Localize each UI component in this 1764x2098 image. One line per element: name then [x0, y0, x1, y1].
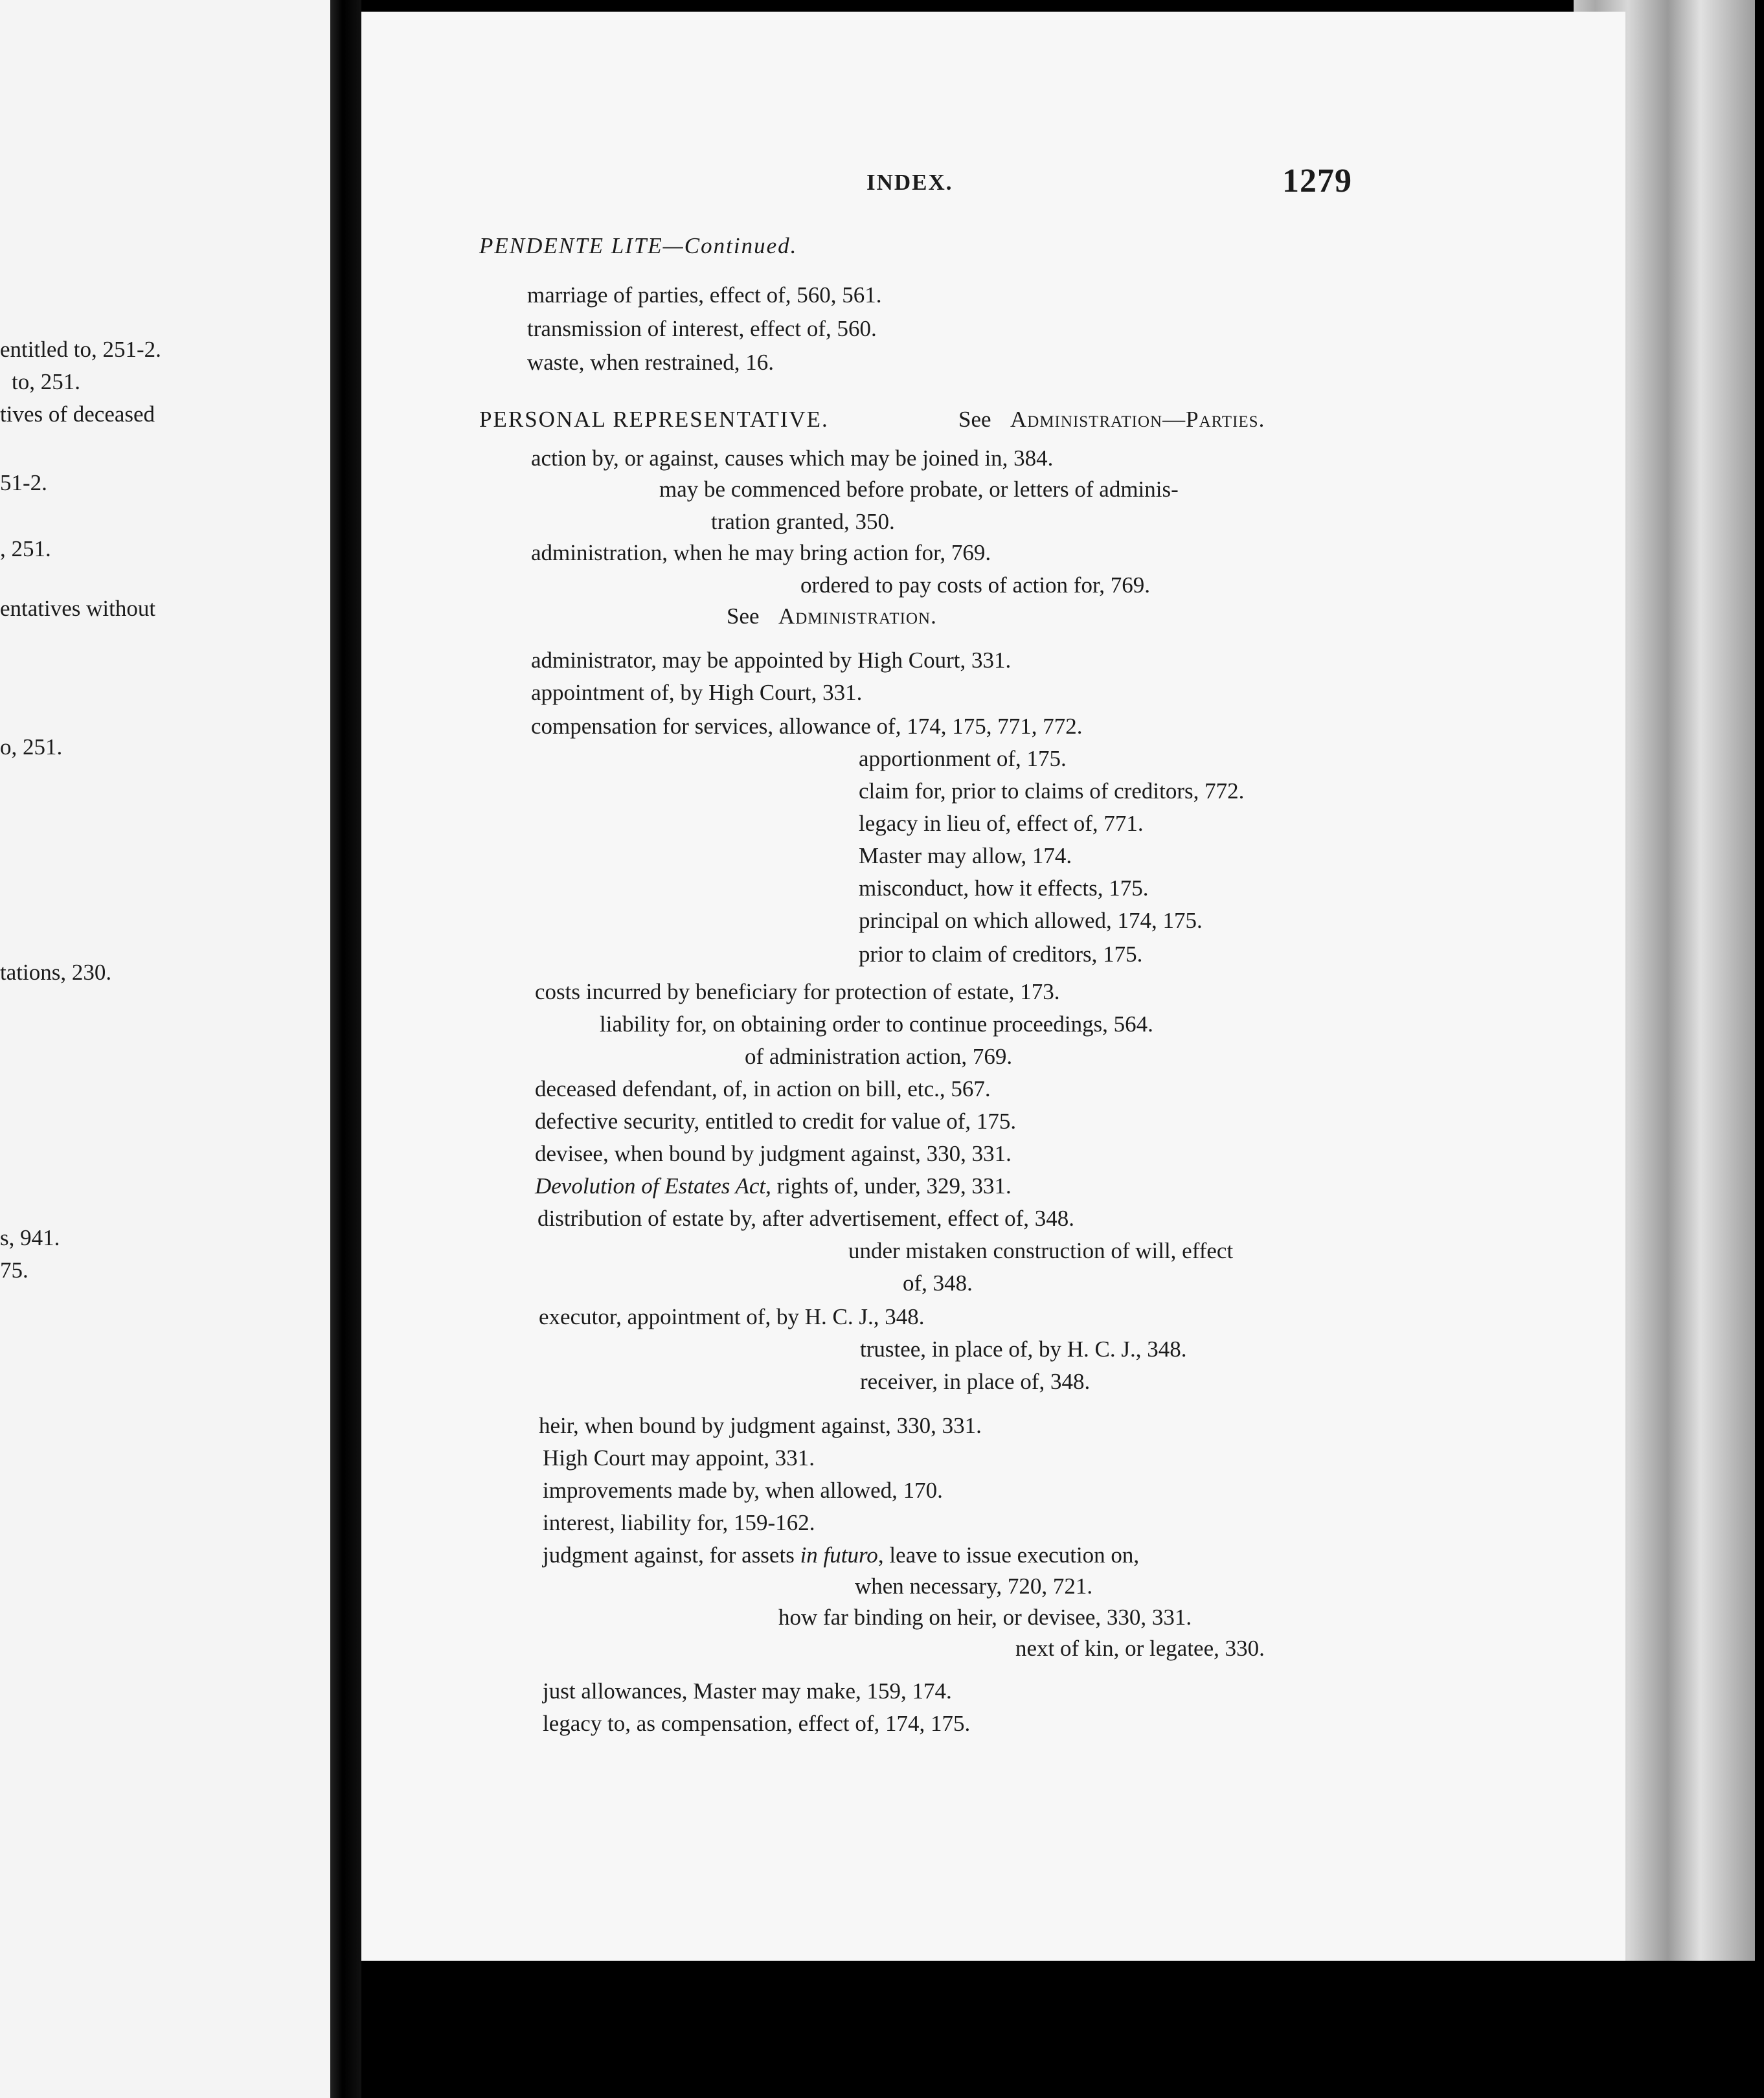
left-fragment: s, 941. [0, 1225, 60, 1250]
scan-border [361, 1961, 1764, 2098]
index-entry: interest, liability for, 159-162. [543, 1510, 815, 1535]
left-fragment: to, 251. [12, 369, 80, 394]
index-entry: administrator, may be appointed by High Court, 331. [531, 648, 1012, 673]
left-fragment: entatives without [0, 596, 156, 621]
index-subentry: claim for, prior to claims of creditors, 772. [859, 778, 1245, 804]
index-subentry: of administration action, 769. [745, 1044, 1013, 1069]
index-entry: defective security, entitled to credit for value of, 175. [535, 1109, 1017, 1134]
left-facing-page [0, 0, 330, 2098]
index-subentry: when necessary, 720, 721. [855, 1573, 1093, 1599]
left-fragment: , 251. [0, 536, 51, 561]
index-subentry: misconduct, how it effects, 175. [859, 875, 1149, 901]
index-page [361, 12, 1625, 1961]
index-subentry: next of kin, or legatee, 330. [1015, 1636, 1265, 1661]
see-label: See [958, 407, 991, 432]
left-fragment: 51-2. [0, 470, 47, 495]
entry-text: , rights of, under, 329, 331. [765, 1173, 1012, 1199]
index-entry [543, 1544, 1139, 1566]
page-number: 1279 [1282, 163, 1352, 199]
index-entry: distribution of estate by, after advertisement, effect of, 348. [537, 1206, 1075, 1231]
index-entry: High Court may appoint, 331. [543, 1445, 815, 1471]
index-entry: marriage of parties, effect of, 560, 561. [527, 282, 882, 308]
index-subentry: Master may allow, 174. [859, 843, 1072, 868]
index-subentry: principal on which allowed, 174, 175. [859, 908, 1203, 933]
index-subentry: apportionment of, 175. [859, 746, 1067, 771]
index-subentry: liability for, on obtaining order to continue proceedings, 564. [600, 1011, 1153, 1037]
index-entry: compensation for services, allowance of, 174, 175, 771, 772. [531, 714, 1083, 739]
index-subentry: how far binding on heir, or devisee, 330, 331. [778, 1605, 1192, 1630]
index-subentry: under mistaken construction of will, effect [848, 1238, 1234, 1263]
index-entry: legacy to, as compensation, effect of, 174, 175. [543, 1711, 971, 1736]
index-entry: devisee, when bound by judgment against, 330, 331. [535, 1141, 1012, 1166]
index-subentry: legacy in lieu of, effect of, 771. [859, 811, 1144, 836]
index-entry: deceased defendant, of, in action on bill, etc., 567. [535, 1076, 991, 1101]
index-subentry: ordered to pay costs of action for, 769. [800, 572, 1150, 598]
index-entry: action by, or against, causes which may be joined in, 384. [531, 446, 1054, 471]
left-fragment: tives of deceased [0, 401, 155, 427]
section-heading-personal-representative: PERSONAL REPRESENTATIVE. [479, 407, 829, 432]
index-subentry: of, 348. [903, 1270, 973, 1296]
entry-text: judgment against, for assets [543, 1542, 800, 1568]
index-entry: transmission of interest, effect of, 560. [527, 316, 877, 341]
book-gutter [330, 0, 361, 2098]
index-entry [535, 1175, 1012, 1197]
index-entry: improvements made by, when allowed, 170. [543, 1478, 943, 1503]
section-heading-pendente: PENDENTE LITE—Continued. [479, 233, 798, 258]
entry-text: , leave to issue execution on, [877, 1542, 1140, 1568]
running-title: INDEX. [866, 170, 953, 195]
see-label: See [727, 603, 760, 629]
cross-reference: Administration—Parties. [1010, 407, 1265, 432]
index-entry: appointment of, by High Court, 331. [531, 680, 863, 705]
index-entry: executor, appointment of, by H. C. J., 348. [539, 1304, 925, 1329]
left-fragment: entitled to, 251-2. [0, 337, 161, 362]
act-title: Devolution of Estates Act [535, 1173, 766, 1199]
index-entry: waste, when restrained, 16. [527, 350, 774, 375]
left-fragment: o, 251. [0, 734, 63, 760]
cross-reference: Administration. [778, 603, 937, 629]
index-entry: administration, when he may bring action for, 769. [531, 540, 991, 565]
index-subentry: receiver, in place of, 348. [860, 1369, 1091, 1394]
index-subentry: tration granted, 350. [711, 509, 895, 534]
index-entry: heir, when bound by judgment against, 330, 331. [539, 1413, 982, 1438]
left-fragment: 75. [0, 1258, 28, 1283]
index-subentry: may be commenced before probate, or letters of adminis- [659, 477, 1179, 502]
index-entry: just allowances, Master may make, 159, 174. [543, 1678, 952, 1704]
index-subentry: prior to claim of creditors, 175. [859, 942, 1143, 967]
index-entry: costs incurred by beneficiary for protection of estate, 173. [535, 979, 1060, 1004]
latin-term: in futuro [800, 1542, 878, 1568]
index-subentry: trustee, in place of, by H. C. J., 348. [860, 1337, 1187, 1362]
left-fragment: tations, 230. [0, 960, 112, 985]
